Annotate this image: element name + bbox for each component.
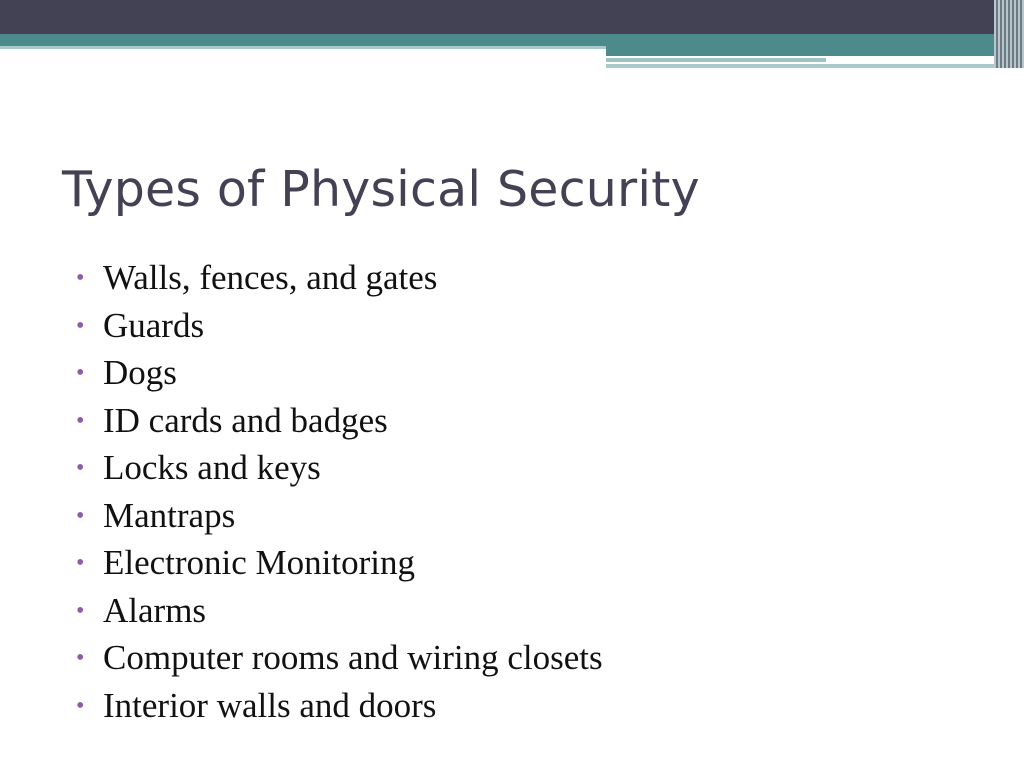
bullet-icon: • (76, 550, 85, 576)
list-item (76, 589, 603, 637)
list-item (76, 304, 603, 352)
bullet-icon: • (76, 312, 85, 339)
list-item (76, 446, 603, 494)
header-tab-stripe (826, 56, 948, 58)
list-item-text: Dogs (103, 353, 177, 392)
list-item-text: Guards (103, 305, 205, 345)
list-item-text: Mantraps (103, 495, 236, 535)
list-item-text: Computer rooms and wiring closets (103, 638, 603, 677)
header-tab-stripe (606, 64, 1024, 68)
bullet-icon: • (76, 360, 85, 386)
bullet-icon: • (76, 455, 85, 481)
slide-title: Types of Physical Security (62, 161, 700, 218)
header-dark-bar (0, 0, 1024, 34)
list-item-text: Electronic Monitoring (103, 543, 416, 582)
list-item-text: Interior walls and doors (103, 685, 437, 725)
list-item (76, 541, 603, 589)
list-item-text: Alarms (103, 590, 207, 630)
list-item-text: ID cards and badges (103, 400, 388, 440)
list-item (76, 494, 603, 542)
list-item-text: Walls, fences, and gates (103, 258, 438, 297)
header-edge-lines (994, 0, 1024, 68)
header-tab-block (606, 46, 1024, 56)
header-light-band (0, 46, 606, 49)
list-item (76, 684, 603, 732)
bullet-list (76, 256, 603, 731)
header-tab-stripe (606, 58, 826, 62)
bullet-icon: • (76, 645, 85, 671)
bullet-icon: • (76, 692, 85, 719)
list-item (76, 256, 603, 304)
bullet-icon: • (76, 502, 85, 529)
list-item (76, 351, 603, 399)
list-item (76, 636, 603, 684)
list-item (76, 399, 603, 447)
header-teal-band (0, 34, 1024, 46)
list-item-text: Locks and keys (103, 448, 321, 487)
bullet-icon: • (76, 265, 85, 291)
bullet-icon: • (76, 407, 85, 434)
bullet-icon: • (76, 597, 85, 624)
